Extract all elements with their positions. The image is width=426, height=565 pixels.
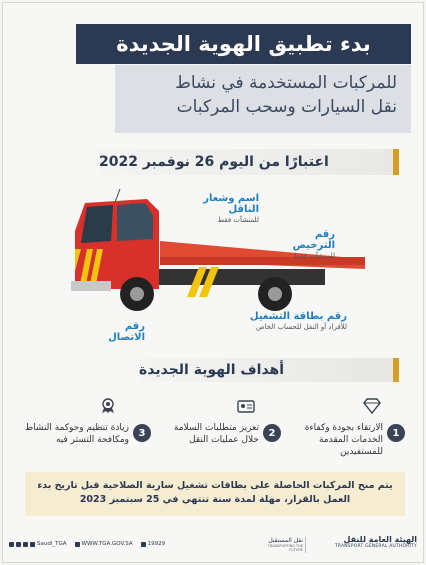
callout-title: رقم الاتصال (108, 321, 145, 343)
effective-date: اعتبارًا من اليوم 26 نوفمبر 2022 (99, 154, 329, 170)
logo-main-en: TRANSPORT GENERAL AUTHORITY (334, 544, 417, 549)
callout-title: رقم الترخيص (292, 229, 335, 251)
footer (3, 531, 424, 561)
goal-item-2 (161, 398, 279, 470)
callout-sub: للمنشآت فقط (217, 216, 259, 224)
logo-main-ar: الهيئة العامة للنقل (343, 535, 417, 544)
twitter-icon (9, 542, 14, 547)
goal-item-1 (293, 398, 411, 470)
youtube-icon (23, 542, 28, 547)
page-title-text: بدء تطبيق الهوية الجديدة (116, 32, 371, 56)
phone-number: 19929 (147, 541, 166, 547)
logo-second-ar: نقل المستقبل (268, 537, 303, 544)
accent-stripe (393, 358, 399, 382)
subtitle-line-2: نقل السيارات وسحب المركبات (176, 97, 397, 117)
goals-heading-bar (139, 358, 399, 382)
transporting-future-logo (267, 537, 303, 552)
snapchat-icon (30, 542, 35, 547)
callout-operating-card (235, 311, 347, 331)
accent-stripe (393, 149, 399, 175)
social-handle[interactable]: Saudi_TGA (37, 541, 67, 547)
logo-second-en: TRANSPORTING THE FUTURE (267, 544, 303, 552)
callout-license-number (273, 229, 335, 260)
note-line-2: العمل بالقرار، مهلة لمدة سنة تنتهي في 25 سبتمبر 2023 (79, 494, 351, 505)
subtitle-line-1: للمركبات المستخدمة في نشاط (175, 73, 397, 93)
infographic (2, 2, 424, 563)
phone-icon (141, 542, 146, 547)
id-card-icon (237, 398, 255, 414)
note-line-1: يتم منح المركبات الحاصلة على بطاقات تشغيل سارية الصلاحية قبل تاريخ بدء (37, 480, 393, 491)
callout-title: رقم بطاقة التشغيل (249, 311, 347, 322)
callout-title: اسم وشعار الناقل (203, 193, 259, 215)
callout-contact-number (85, 321, 145, 343)
goal-number: 1 (387, 424, 405, 442)
page-title (76, 24, 411, 64)
globe-icon (75, 542, 80, 547)
website-link[interactable]: WWW.TGA.GOV.SA (81, 541, 133, 547)
goals-heading: أهداف الهوية الجديدة (139, 362, 285, 378)
goal-text: زيادة تنظيم وحوكمة النشاط ومكافحة التستر فيه (24, 423, 129, 445)
callout-sub: للأفراد أو النقل للحساب الخاص (256, 323, 347, 331)
tga-logo (307, 535, 417, 549)
social-links (9, 541, 165, 547)
goal-text: تعزيز متطلبات السلامة خلال عمليات النقل (173, 423, 259, 445)
goal-number: 2 (263, 424, 281, 442)
goal-text: الارتقاء بجودة وكفاءة الخدمات المقدمة للمستفيدين (304, 423, 383, 457)
goal-number: 3 (133, 424, 151, 442)
goal-item-3 (23, 398, 146, 470)
grace-period-note (25, 472, 405, 516)
effective-date-bar (99, 149, 399, 175)
callout-sub: للمنشآت فقط (293, 252, 335, 260)
seal-icon (99, 398, 117, 414)
logo-divider (305, 537, 306, 553)
callout-carrier-name (171, 193, 259, 224)
subtitle-box (115, 65, 411, 133)
diamond-icon (363, 398, 381, 414)
instagram-icon (16, 542, 21, 547)
